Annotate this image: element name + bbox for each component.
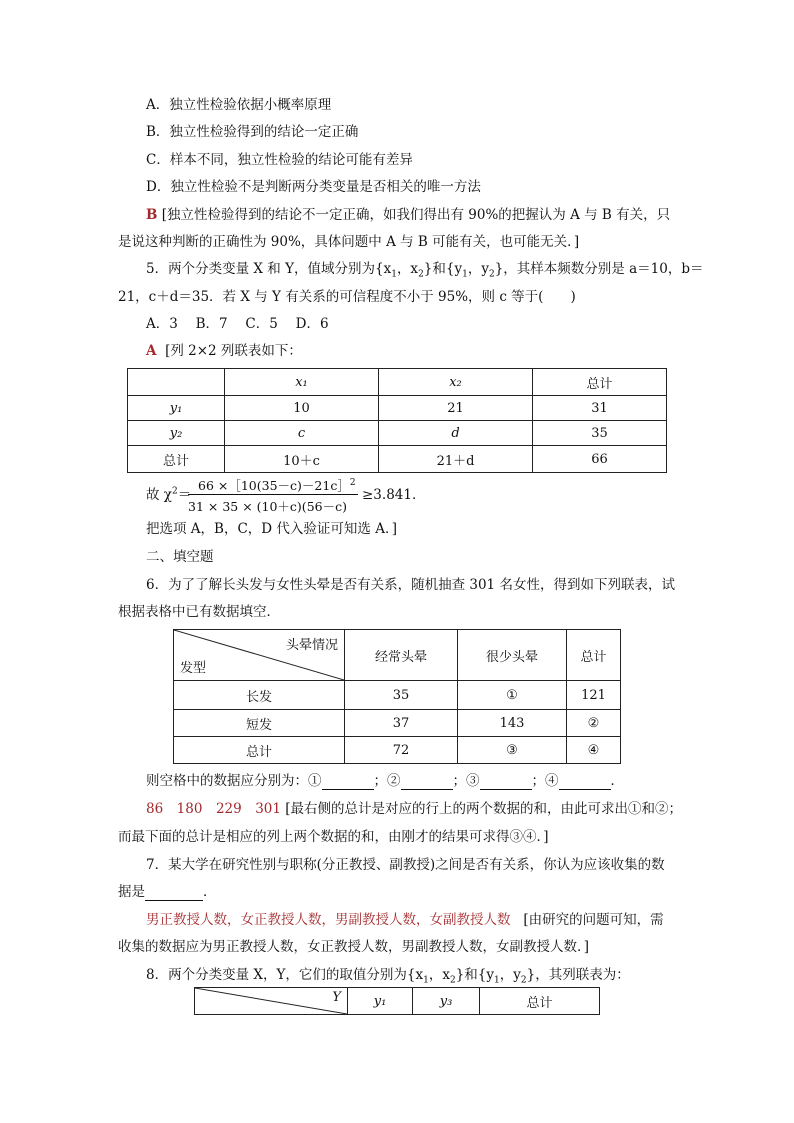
q6-stem-line1: 6．为了了解长头发与女性头晕是否有关系，随机抽查 301 名女性，得到如下列联表，试 bbox=[146, 577, 675, 593]
table-cell: 总计 bbox=[128, 446, 225, 473]
table-cell: y₂ bbox=[128, 421, 225, 446]
table-cell: 长发 bbox=[174, 681, 345, 710]
q7-blank[interactable] bbox=[145, 886, 203, 901]
table-cell: x₂ bbox=[379, 369, 533, 396]
table-cell bbox=[128, 369, 225, 396]
table-cell: 总计 bbox=[533, 369, 667, 396]
q5-options: A．3 B．7 C．5 D．6 bbox=[146, 316, 329, 332]
q7-stem-line1: 7．某大学在研究性别与职称(分正教授、副教授)之间是否有关系，你认为应该收集的数 bbox=[146, 857, 665, 873]
q5-sub: 2 bbox=[488, 269, 495, 280]
table-cell: 31 bbox=[533, 396, 667, 421]
table-cell: 10＋c bbox=[225, 446, 379, 473]
table-cell: 35 bbox=[533, 421, 667, 446]
q7-explanation-line2: 收集的数据应为男正教授人数，女正教授人数，男副教授人数，女副教授人数．] bbox=[118, 939, 590, 955]
corner-label-top: Y bbox=[332, 990, 341, 1005]
q5-stem-line2: 21，c＋d＝35．若 X 与 Y 有关系的可信程度不小于 95%，则 c 等于( ) bbox=[118, 289, 576, 305]
q5-explanation-line2: 把选项 A，B，C，D 代入验证可知选 A．] bbox=[146, 521, 397, 537]
table-row bbox=[128, 369, 667, 396]
q5-sub: 2 bbox=[418, 269, 424, 280]
table-cell: 21＋d bbox=[379, 446, 533, 473]
q4-explanation-line2: 是说这种判断的正确性为 90%，具体问题中 A 与 B 可能有关，也可能无关．] bbox=[118, 234, 580, 250]
q5-explanation-text1: [列 2×2 列联表如下： bbox=[165, 343, 302, 359]
q8-stem-part: }，其列联表为： bbox=[526, 967, 630, 983]
corner-diagonal-line bbox=[195, 988, 347, 1014]
formula-numerator bbox=[198, 476, 356, 494]
table-cell: y₁ bbox=[128, 396, 225, 421]
q6-fill-line bbox=[146, 772, 624, 790]
q6-explanation-line2: 而最下面的总计是相应的列上两个数据的和，由刚才的结果可求得③④．] bbox=[118, 829, 549, 845]
formula-prefix bbox=[146, 486, 191, 504]
table-row bbox=[174, 630, 621, 681]
q7-stem-text: 据是 bbox=[118, 884, 145, 900]
q7-explanation-text1: [由研究的问题可知，需 bbox=[523, 912, 664, 928]
blank-1[interactable] bbox=[322, 775, 374, 790]
q5-stem-part: ，x bbox=[396, 261, 419, 277]
corner-label-bottom: 发型 bbox=[180, 661, 207, 676]
q5-answer: A bbox=[146, 343, 157, 359]
q7-answer: 男正教授人数，女正教授人数，男副教授人数，女副教授人数 bbox=[146, 912, 511, 928]
q4-answer: B bbox=[146, 207, 158, 223]
formula-result: ≥3.841． bbox=[362, 487, 426, 503]
q5-stem-part: ，y bbox=[467, 261, 489, 277]
table-cell: 72 bbox=[345, 737, 458, 764]
table-cell: 总计 bbox=[567, 630, 621, 681]
table-row bbox=[174, 737, 621, 764]
q5-explanation-line1 bbox=[146, 342, 302, 360]
formula-sup: 2 bbox=[171, 486, 178, 497]
q8-stem bbox=[146, 966, 630, 984]
q4-option-a: A．独立性检验依据小概率原理 bbox=[146, 97, 332, 113]
q5-stem-part: }和{y bbox=[423, 261, 463, 277]
table-cell: ② bbox=[567, 710, 621, 737]
table-row bbox=[128, 446, 667, 473]
table-cell: 总计 bbox=[480, 988, 600, 1015]
fill-text: ；③ bbox=[452, 773, 480, 789]
q5-contingency-table bbox=[127, 368, 667, 473]
q5-sub: 1 bbox=[391, 269, 397, 280]
q4-option-d: D．独立性检验不是判断两分类变量是否相关的唯一方法 bbox=[146, 179, 481, 195]
q8-stem-part: ，y bbox=[499, 967, 521, 983]
table-cell: 35 bbox=[345, 681, 458, 710]
table-row bbox=[174, 681, 621, 710]
q8-sub: 1 bbox=[494, 975, 500, 986]
table-corner-cell bbox=[195, 988, 348, 1015]
table-cell: 总计 bbox=[174, 737, 345, 764]
formula-num-sup: 2 bbox=[349, 477, 356, 488]
formula-chi: 故 χ bbox=[146, 487, 172, 503]
table-row bbox=[128, 421, 667, 446]
table-cell: x₁ bbox=[225, 369, 379, 396]
q8-stem-part: }和{y bbox=[455, 967, 495, 983]
q6-explanation-text1: [最右侧的总计是对应的行上的两个数据的和，由此可求出①和②； bbox=[285, 801, 683, 817]
table-cell: c bbox=[225, 421, 379, 446]
blank-3[interactable] bbox=[480, 775, 532, 790]
q8-contingency-table bbox=[194, 987, 600, 1015]
q5-stem-line1 bbox=[146, 260, 703, 278]
q5-sub: 1 bbox=[462, 269, 468, 280]
section-title-fill-in: 二、填空题 bbox=[146, 549, 214, 565]
q4-explanation-text1: [独立性检验得到的结论不一定正确，如我们得出有 90%的把握认为 A 与 B 有关，只 bbox=[161, 207, 671, 223]
table-row bbox=[174, 710, 621, 737]
q8-sub: 2 bbox=[520, 975, 527, 986]
table-cell: 121 bbox=[567, 681, 621, 710]
table-cell: 66 bbox=[533, 446, 667, 473]
table-cell: ① bbox=[458, 681, 567, 710]
q5-stem-part: 5．两个分类变量 X 和 Y，值域分别为{x bbox=[146, 261, 392, 277]
q6-answer: 86 180 229 301 bbox=[146, 801, 281, 817]
q6-stem-line2: 根据表格中已有数据填空． bbox=[118, 604, 280, 620]
table-cell: 很少头晕 bbox=[458, 630, 567, 681]
table-cell: 10 bbox=[225, 396, 379, 421]
corner-label-top: 头晕情况 bbox=[285, 638, 338, 653]
q8-sub: 2 bbox=[449, 975, 456, 986]
formula-denominator: 31 × 35 × (10＋c)(56－c) bbox=[188, 499, 347, 514]
table-cell: ③ bbox=[458, 737, 567, 764]
q4-option-c: C．样本不同，独立性检验的结论可能有差异 bbox=[146, 152, 413, 168]
q4-explanation-line1 bbox=[146, 206, 670, 224]
table-row bbox=[195, 988, 600, 1015]
q8-stem-part: ，x bbox=[428, 967, 450, 983]
table-row bbox=[128, 396, 667, 421]
formula-num-text: 66 ×［10(35－c)－21c］ bbox=[198, 478, 350, 493]
table-cell: d bbox=[379, 421, 533, 446]
q7-explanation-line1 bbox=[146, 911, 664, 929]
q7-stem-line2 bbox=[118, 883, 217, 901]
table-cell: y₃ bbox=[413, 988, 480, 1015]
fill-text: ． bbox=[610, 773, 624, 789]
fill-text: ；④ bbox=[531, 773, 559, 789]
blank-4[interactable] bbox=[559, 775, 611, 790]
table-cell: 37 bbox=[345, 710, 458, 737]
fill-text: 则空格中的数据应分别为：① bbox=[146, 773, 322, 789]
q6-contingency-table bbox=[173, 629, 621, 764]
formula-fraction-bar bbox=[188, 494, 358, 495]
table-cell: y₁ bbox=[348, 988, 413, 1015]
blank-2[interactable] bbox=[401, 775, 453, 790]
table-cell: ④ bbox=[567, 737, 621, 764]
fill-text: ；② bbox=[373, 773, 401, 789]
table-cell: 143 bbox=[458, 710, 567, 737]
q4-option-b: B．独立性检验得到的结论一定正确 bbox=[146, 124, 359, 140]
q8-stem-part: 8．两个分类变量 X，Y，它们的取值分别为{x bbox=[146, 967, 424, 983]
table-cell: 21 bbox=[379, 396, 533, 421]
q8-sub: 1 bbox=[423, 975, 429, 986]
table-corner-cell bbox=[174, 630, 345, 681]
q6-explanation-line1 bbox=[146, 800, 682, 818]
q5-stem-part: }，其样本频数分别是 a＝10，b＝ bbox=[494, 261, 704, 277]
table-cell: 短发 bbox=[174, 710, 345, 737]
table-cell: 经常头晕 bbox=[345, 630, 458, 681]
formula-eq: ＝ bbox=[177, 487, 192, 503]
q7-stem-text: ． bbox=[203, 884, 217, 900]
